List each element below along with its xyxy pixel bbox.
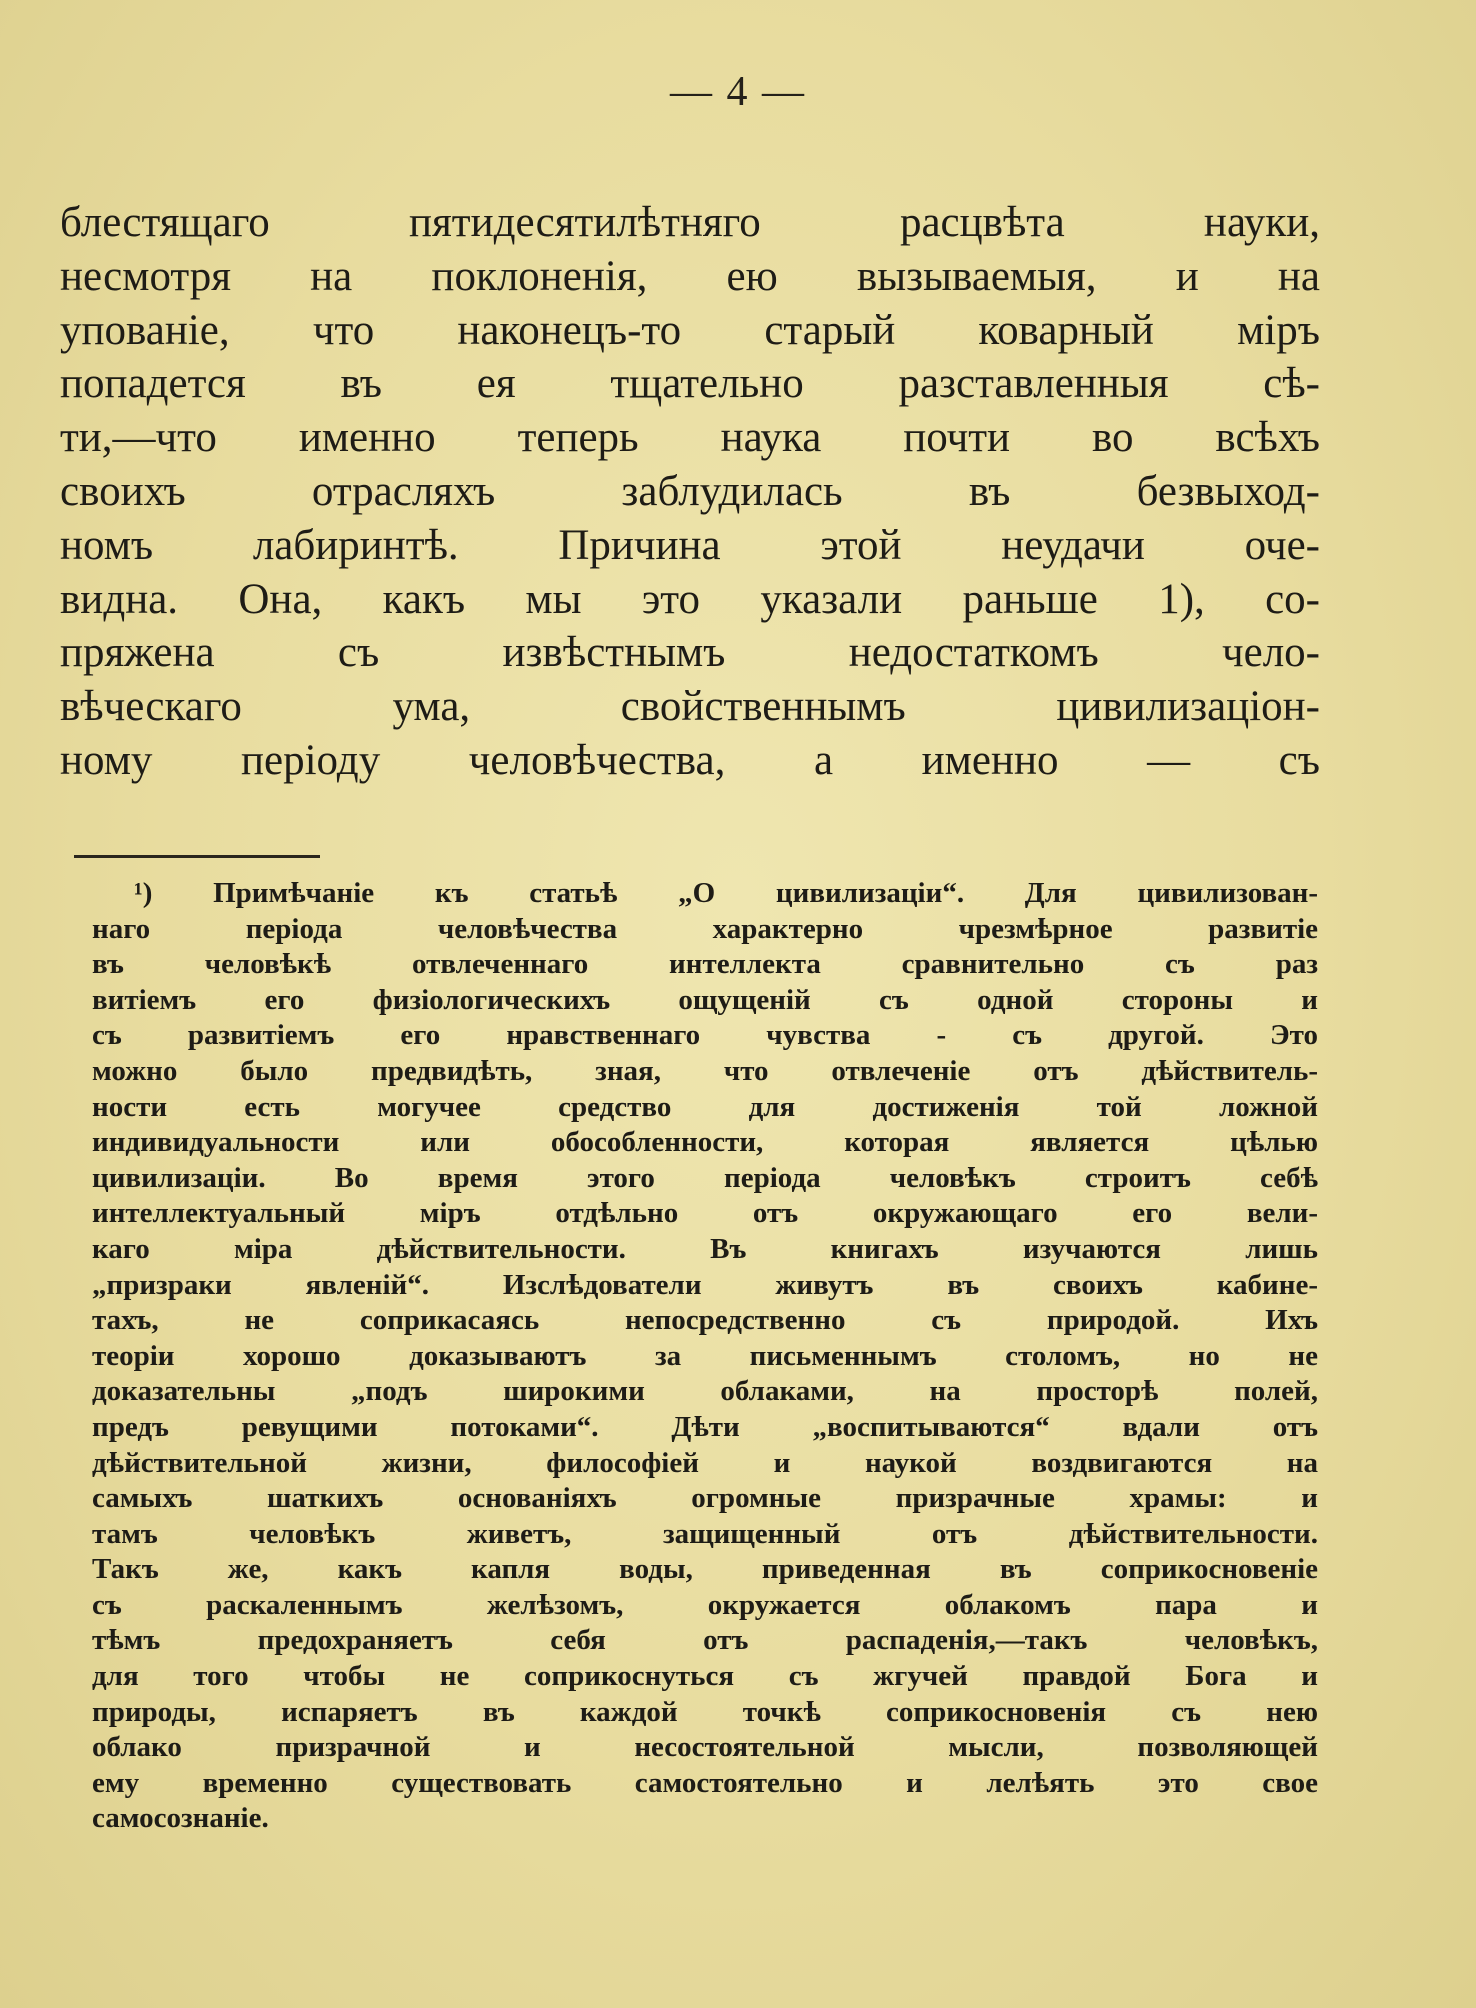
footnote-line: цивилизаціи. Во время этого періода человѣкъ строитъ себѣ xyxy=(92,1161,1318,1194)
footnote-line: облако призрачной и несостоятельной мысли, позволяющей xyxy=(92,1731,1318,1764)
footnote-line: природы, испаряетъ въ каждой точкѣ соприкосновенія съ нею xyxy=(92,1695,1318,1728)
footnote-line: наго періода человѣчества характерно чрезмѣрное развитіе xyxy=(92,912,1318,945)
footnote-line: съ развитіемъ его нравственнаго чувства - съ другой. Это xyxy=(92,1019,1318,1052)
footnote-line: ему временно существовать самостоятельно и лелѣять это свое xyxy=(92,1766,1318,1799)
footnote-line: Такъ же, какъ капля воды, приведенная въ соприкосновеніе xyxy=(92,1553,1318,1586)
footnote-line: въ человѣкѣ отвлеченнаго интеллекта сравнительно съ раз xyxy=(92,948,1318,981)
main-text-line: пряжена съ извѣстнымъ недостаткомъ чело- xyxy=(60,629,1320,677)
footnote-line: можно было предвидѣть, зная, что отвлеченіе отъ дѣйствитель- xyxy=(92,1054,1318,1087)
footnote-line: ¹) Примѣчаніе къ статьѣ „О цивилизаціи“. Для цивилизован- xyxy=(134,877,1318,909)
footnote-line: теоріи хорошо доказываютъ за письменнымъ столомъ, но не xyxy=(92,1339,1318,1372)
footnote-line: самосознаніе. xyxy=(92,1802,269,1835)
footnote-block xyxy=(92,876,1318,1837)
main-text-line: видна. Она, какъ мы это указали раньше 1), со- xyxy=(60,575,1320,623)
footnote-line: витіемъ его физіологическихъ ощущеній съ одной стороны и xyxy=(92,983,1318,1016)
footnote-line: тамъ человѣкъ живетъ, защищенный отъ дѣйствительности. xyxy=(92,1517,1318,1550)
footnote-line: предъ ревущими потоками“. Дѣти „воспитываются“ вдали отъ xyxy=(92,1410,1318,1443)
footnote-line: тѣмъ предохраняетъ себя отъ распаденія,—такъ человѣкъ, xyxy=(92,1624,1318,1657)
page-number: — 4 — xyxy=(670,69,806,115)
footnote-line: интеллектуальный міръ отдѣльно отъ окружающаго его вели- xyxy=(92,1197,1318,1230)
footnote-line: тахъ, не соприкасаясь непосредственно съ природой. Ихъ xyxy=(92,1304,1318,1337)
footnote-line: „призраки явленій“. Изслѣдователи живутъ въ своихъ кабине- xyxy=(92,1268,1318,1301)
footnote-separator xyxy=(74,855,320,858)
main-text-line: ти,—что именно теперь наука почти во всѣхъ xyxy=(60,414,1320,462)
footnote-line: для того чтобы не соприкоснуться съ жгучей правдой Бога и xyxy=(92,1660,1318,1693)
main-text-line: попадется въ ея тщательно разставленныя сѣ- xyxy=(60,360,1320,408)
footnote-line: каго міра дѣйствительности. Въ книгахъ изучаются лишь xyxy=(92,1232,1318,1265)
main-text-line: своихъ отрасляхъ заблудилась въ безвыход- xyxy=(60,467,1320,515)
main-text-line: вѣческаго ума, свойственнымъ цивилизаціон- xyxy=(60,683,1320,731)
footnote-line: ности есть могучее средство для достиженія той ложной xyxy=(92,1090,1318,1123)
main-text-line: блестящаго пятидесятилѣтняго расцвѣта науки, xyxy=(60,199,1320,246)
main-text-line: номъ лабиринтѣ. Причина этой неудачи оче- xyxy=(60,521,1320,569)
main-text-line: ному періоду человѣчества, а именно — съ xyxy=(60,736,1320,784)
footnote-line: самыхъ шаткихъ основаніяхъ огромные призрачные храмы: и xyxy=(92,1482,1318,1515)
footnote-line: индивидуальности или обособленности, которая является цѣлью xyxy=(92,1126,1318,1159)
footnote-line: дѣйствительной жизни, философіей и наукой воздвигаются на xyxy=(92,1446,1318,1479)
main-text-block xyxy=(60,196,1320,788)
main-text-line: упованіе, что наконецъ-то старый коварный міръ xyxy=(60,306,1320,354)
footnote-line: съ раскаленнымъ желѣзомъ, окружается облакомъ пара и xyxy=(92,1588,1318,1621)
main-text-line: несмотря на поклоненія, ею вызываемыя, и на xyxy=(60,252,1320,300)
footnote-line: доказательны „подъ широкими облаками, на просторѣ полей, xyxy=(92,1375,1318,1408)
